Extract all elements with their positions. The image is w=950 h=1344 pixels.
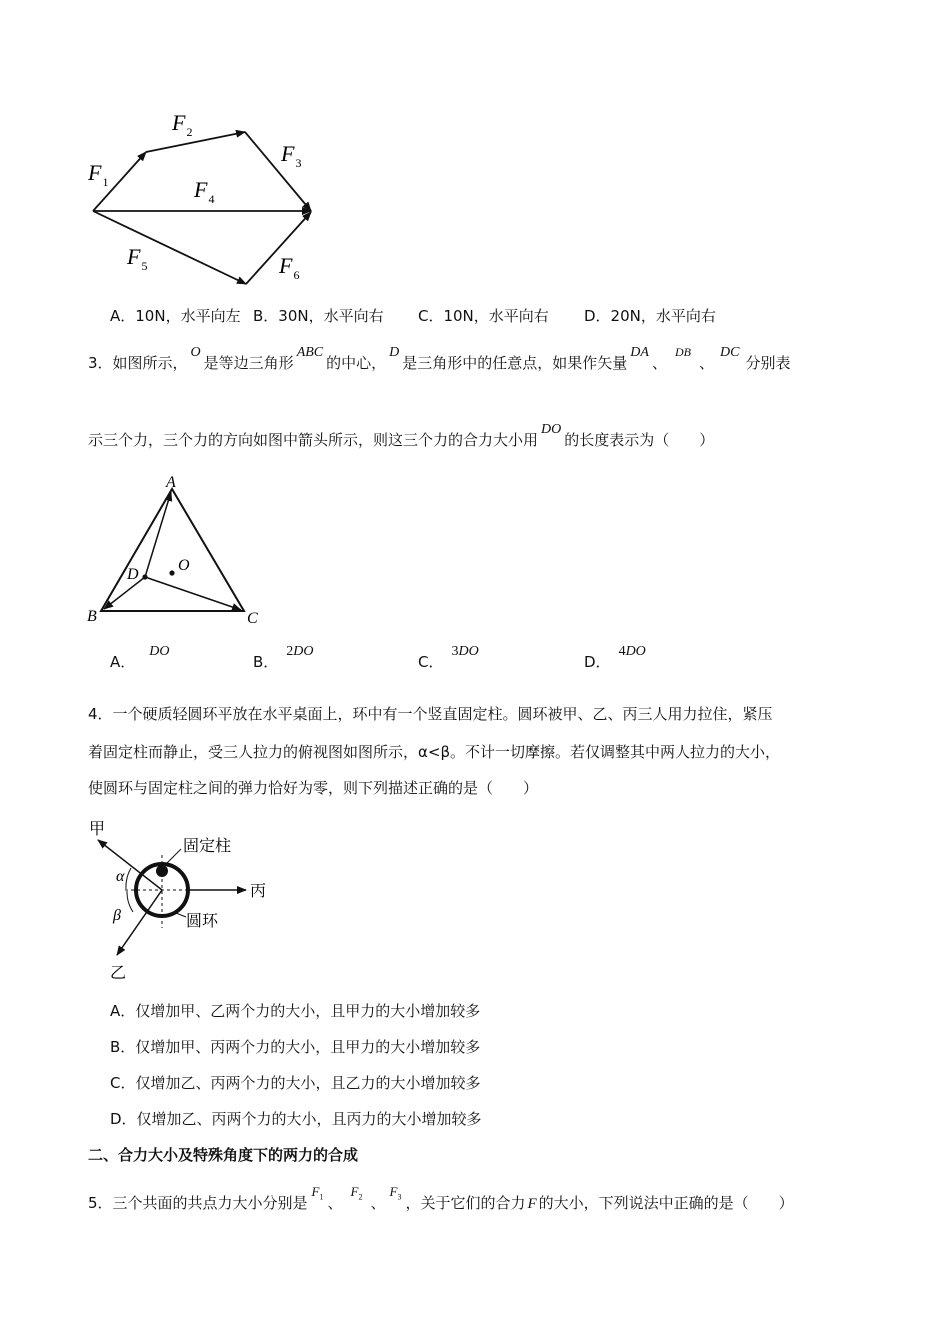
- angle-alpha-arc: [126, 868, 131, 889]
- label-f2: $F_2$: [172, 110, 193, 139]
- fixed-post: [156, 865, 168, 877]
- q2-option-d: D．20N，水平向右: [584, 307, 716, 325]
- label-c: C: [247, 610, 258, 627]
- angle-beta-arc: [127, 891, 133, 912]
- q3-line1: 3．如图所示，O是等边三角形ABC的中心，D是三角形中的任意点，如果作矢量DA、$^{DB}$、DC分别表: [88, 345, 791, 372]
- q4-line1: 4．一个硬质轻圆环平放在水平桌面上，环中有一个竖直固定柱。圆环被甲、乙、丙三人用力拉住，紧压: [88, 705, 773, 723]
- label-f5: $F_5$: [127, 244, 148, 273]
- label-f3: $F_3$: [281, 141, 302, 170]
- label-jia: 甲: [89, 819, 106, 838]
- q3-line2: 示三个力，三个力的方向如图中箭头所示，则这三个力的合力大小用DO的长度表示为（ ）: [88, 422, 715, 449]
- label-bing: 丙: [250, 881, 267, 900]
- label-beta: β: [113, 907, 121, 924]
- label-f4: $F_4$: [194, 177, 215, 206]
- q2-option-c: C．10N，水平向右: [418, 307, 549, 325]
- q4-option-c: C．仅增加乙、丙两个力的大小，且乙力的大小增加较多: [110, 1074, 481, 1092]
- q4-option-b: B．仅增加甲、丙两个力的大小，且甲力的大小增加较多: [110, 1038, 481, 1056]
- label-o: O: [178, 557, 190, 574]
- q4-line3: 使圆环与固定柱之间的弹力恰好为零，则下列描述正确的是（ ）: [88, 779, 539, 797]
- q3-option-b: B．2DO: [253, 644, 314, 671]
- q2-option-a: A．10N，水平向左: [110, 307, 241, 325]
- post-leader: [164, 849, 181, 866]
- label-f1: $F_1$: [88, 160, 109, 189]
- label-b: B: [87, 608, 97, 625]
- label-yi: 乙: [110, 963, 127, 982]
- ring-leader: [176, 913, 186, 917]
- label-ring: 圆环: [186, 911, 219, 930]
- label-a: A: [166, 474, 176, 491]
- section-heading: 二、合力大小及特殊角度下的两力的合成: [88, 1146, 359, 1164]
- q4-line2: 着固定柱而静止，受三人拉力的俯视图如图所示，α<β。不计一切摩擦。若仅调整其中两人拉力的大小，: [88, 743, 781, 761]
- q4-option-d: D．仅增加乙、丙两个力的大小，且丙力的大小增加较多: [110, 1110, 482, 1128]
- label-f6: $F_6$: [279, 253, 300, 282]
- q3-option-c: C．3DO: [418, 644, 479, 671]
- q5-line1: 5．三个共面的共点力大小分别是$F_1$ 、$F_2$ 、$F_3$ ，关于它们的合力 F 的大小，下列说法中正确的是（ ）: [88, 1184, 794, 1212]
- q2-option-b: B．30N，水平向右: [253, 307, 384, 325]
- q3-option-d: D．4DO: [584, 644, 646, 671]
- label-post: 固定柱: [183, 836, 232, 855]
- label-d: D: [127, 566, 139, 583]
- q3-option-a: A．DO: [110, 644, 170, 671]
- label-alpha: α: [116, 868, 125, 885]
- q4-option-a: A．仅增加甲、乙两个力的大小，且甲力的大小增加较多: [110, 1002, 481, 1020]
